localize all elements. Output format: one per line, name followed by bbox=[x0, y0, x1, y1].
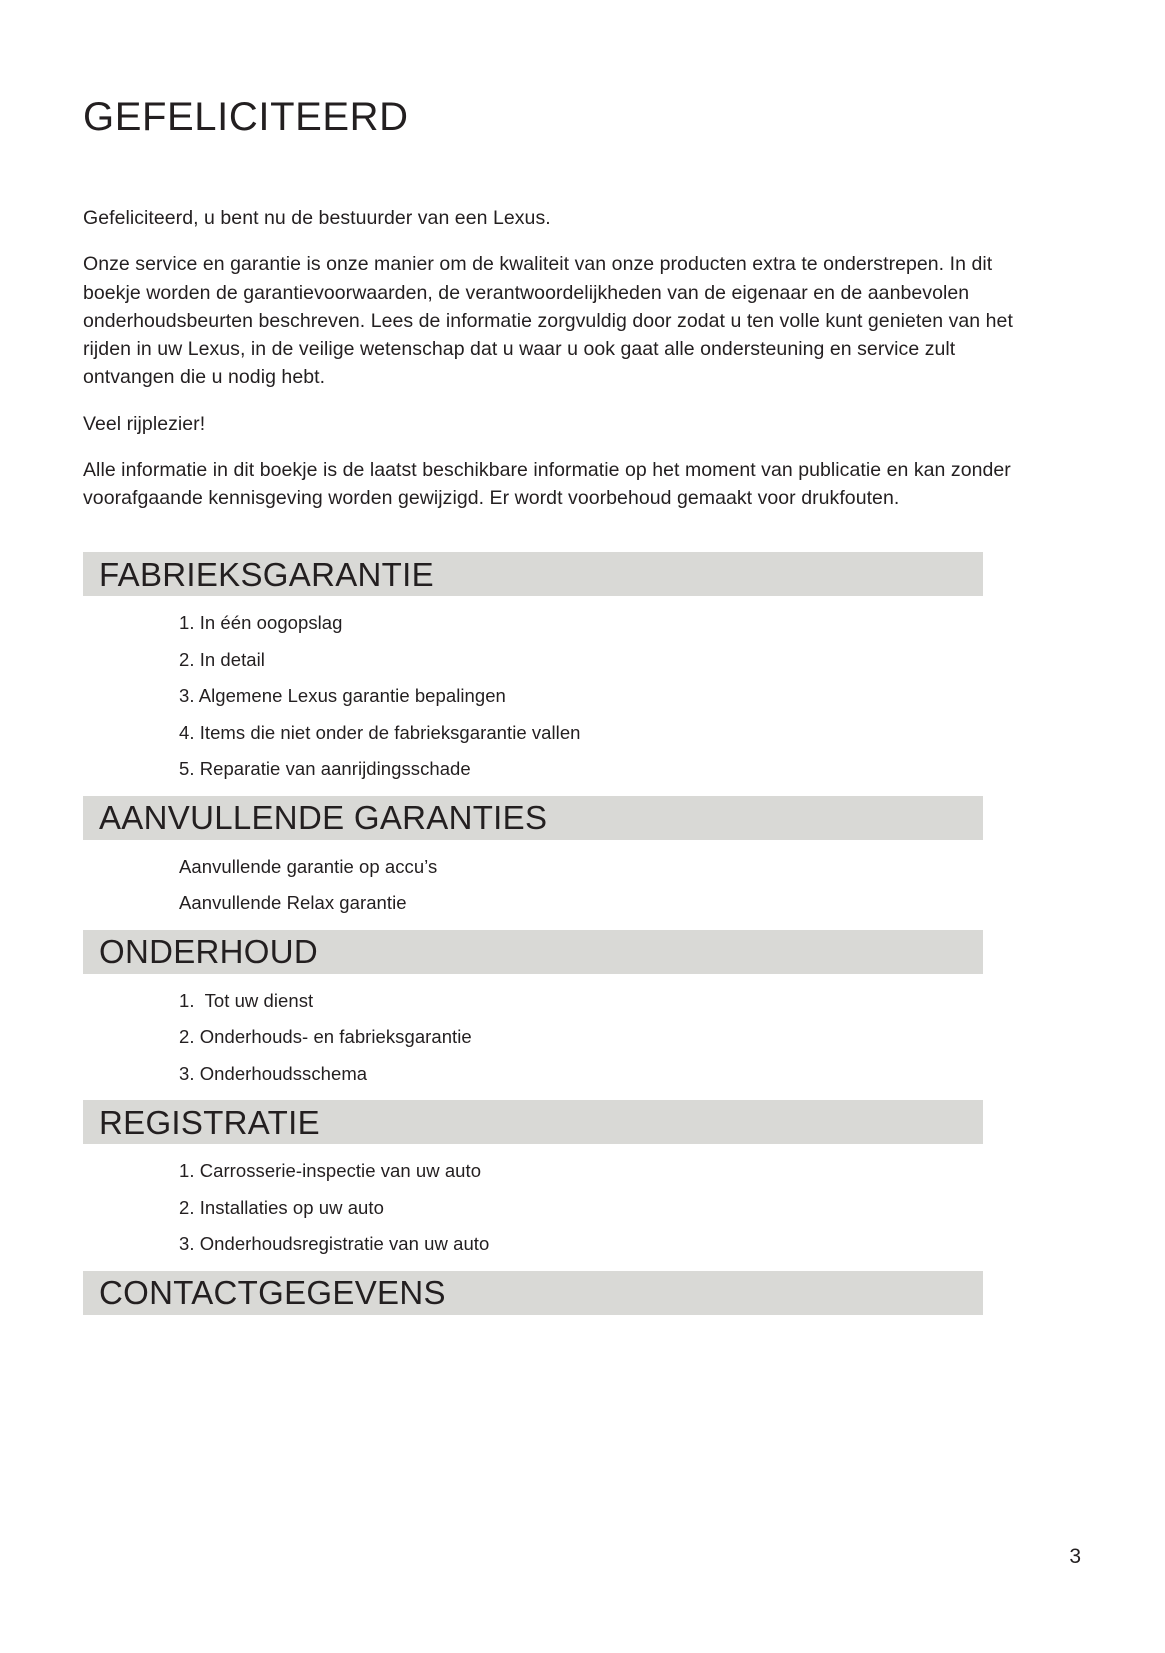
section-item-list bbox=[83, 1144, 1018, 1271]
section-item-list bbox=[83, 596, 1018, 796]
intro-paragraph: Veel rijplezier! bbox=[83, 412, 206, 435]
page-title: GEFELICITEERD bbox=[83, 95, 409, 139]
toc-section-contactgegevens bbox=[83, 1271, 1018, 1315]
table-of-contents bbox=[83, 552, 1018, 1315]
section-title: REGISTRATIE bbox=[99, 1103, 320, 1141]
section-header-band bbox=[83, 796, 983, 840]
section-title: AANVULLENDE GARANTIES bbox=[99, 799, 548, 837]
section-header-band bbox=[83, 930, 983, 974]
intro-paragraph: Alle informatie in dit boekje is de laatst beschikbare informatie op het moment van publicatie en kan zonder voorafgaande kennisgeving worden gewijzigd. Er wordt voorbehoud gemaakt voor drukfouten. bbox=[83, 458, 1011, 510]
toc-section-registratie bbox=[83, 1100, 1018, 1271]
toc-item[interactable]: 4. Items die niet onder de fabrieksgarantie vallen bbox=[179, 721, 581, 743]
page-number: 3 bbox=[1069, 1545, 1081, 1568]
section-item-list bbox=[83, 840, 1018, 930]
section-title: FABRIEKSGARANTIE bbox=[99, 555, 434, 593]
section-title: CONTACTGEGEVENS bbox=[99, 1274, 446, 1312]
intro-paragraph: Onze service en garantie is onze manier om de kwaliteit van onze producten extra te onderstrepen. In dit boekje worden de garantievoorwaarden, de verantwoordelijkheden van de eigenaar en de aanbevolen onderhoudsbeurten beschreven. Lees de informatie zorgvuldig door zodat u ten volle kunt genieten van het rijden in uw Lexus, in de veilige wetenschap dat u waar u ook gaat alle ondersteuning en service zult ontvangen die u nodig hebt. bbox=[83, 253, 1013, 389]
toc-item[interactable]: 1. In één oogopslag bbox=[179, 612, 343, 634]
section-title: ONDERHOUD bbox=[99, 933, 319, 971]
toc-item[interactable]: 1. Tot uw dienst bbox=[179, 989, 314, 1011]
section-header-band bbox=[83, 1271, 983, 1315]
toc-item[interactable]: 1. Carrosserie-inspectie van uw auto bbox=[179, 1160, 482, 1182]
section-header-band bbox=[83, 552, 983, 596]
toc-item[interactable]: 3. Onderhoudsregistratie van uw auto bbox=[179, 1233, 490, 1255]
toc-item[interactable]: 3. Onderhoudsschema bbox=[179, 1062, 368, 1084]
toc-item[interactable]: 2. In detail bbox=[179, 648, 265, 670]
toc-item[interactable]: Aanvullende garantie op accu’s bbox=[179, 855, 438, 877]
page-content bbox=[83, 96, 1018, 1315]
toc-item[interactable]: 5. Reparatie van aanrijdingsschade bbox=[179, 758, 471, 780]
toc-section-fabrieksgarantie bbox=[83, 552, 1018, 796]
toc-item[interactable]: 2. Installaties op uw auto bbox=[179, 1196, 384, 1218]
toc-section-aanvullende-garanties bbox=[83, 796, 1018, 930]
section-item-list bbox=[83, 974, 1018, 1101]
toc-section-onderhoud bbox=[83, 930, 1018, 1101]
toc-item[interactable]: 3. Algemene Lexus garantie bepalingen bbox=[179, 685, 506, 707]
toc-item[interactable]: 2. Onderhouds- en fabrieksgarantie bbox=[179, 1026, 472, 1048]
intro-text-block bbox=[83, 204, 1018, 512]
toc-item[interactable]: Aanvullende Relax garantie bbox=[179, 892, 407, 914]
intro-paragraph: Gefeliciteerd, u bent nu de bestuurder van een Lexus. bbox=[83, 207, 551, 229]
section-header-band bbox=[83, 1100, 983, 1144]
